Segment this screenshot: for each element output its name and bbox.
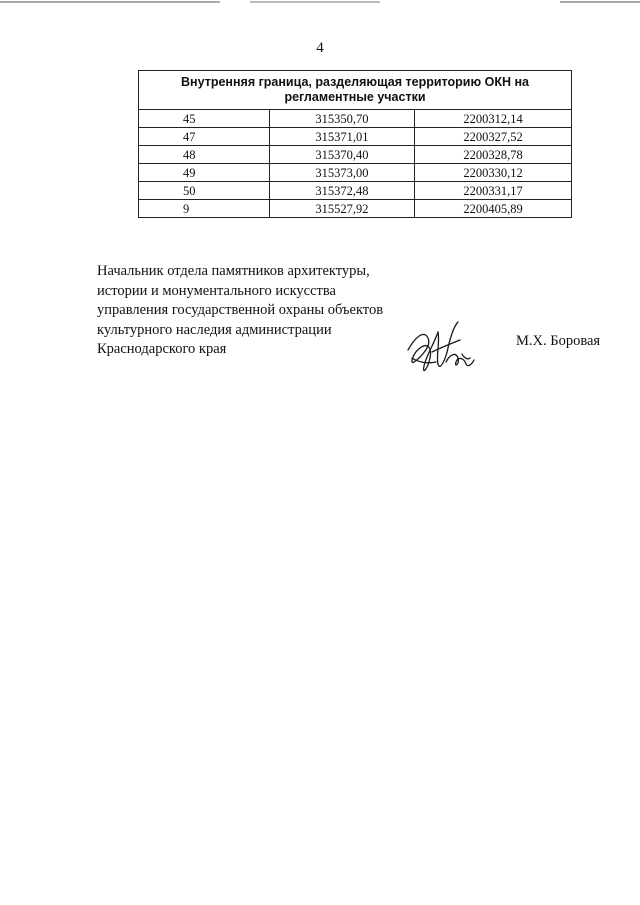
y-coordinate: 2200328,78 bbox=[415, 146, 572, 164]
point-number: 50 bbox=[139, 182, 270, 200]
table-row bbox=[139, 200, 572, 218]
position-line: Начальник отдела памятников архитектуры, bbox=[97, 263, 370, 279]
x-coordinate: 315373,00 bbox=[269, 164, 415, 182]
x-coordinate: 315350,70 bbox=[269, 110, 415, 128]
position-line: культурного наследия администрации bbox=[97, 321, 332, 338]
table-row bbox=[139, 128, 572, 146]
y-coordinate: 2200331,17 bbox=[415, 182, 572, 200]
position-line: управления государственной охраны объектов bbox=[97, 302, 384, 318]
table-header: Внутренняя граница, разделяющая территорию ОКН на регламентные участки bbox=[139, 71, 572, 110]
point-number: 45 bbox=[139, 110, 270, 128]
point-number: 49 bbox=[139, 164, 270, 182]
position-line: Краснодарского края bbox=[97, 341, 227, 357]
point-number: 9 bbox=[139, 200, 270, 218]
table-row bbox=[139, 110, 572, 128]
page-number: 4 bbox=[316, 40, 324, 56]
x-coordinate: 315371,01 bbox=[269, 128, 415, 146]
point-number: 47 bbox=[139, 128, 270, 146]
y-coordinate: 2200327,52 bbox=[415, 128, 572, 146]
y-coordinate: 2200312,14 bbox=[415, 110, 572, 128]
coordinates-table bbox=[138, 70, 572, 218]
table-row bbox=[139, 146, 572, 164]
signer-name: М.Х. Боровая bbox=[516, 333, 601, 349]
table-row bbox=[139, 164, 572, 182]
table-header-row bbox=[139, 71, 572, 110]
point-number: 48 bbox=[139, 146, 270, 164]
x-coordinate: 315370,40 bbox=[269, 146, 415, 164]
y-coordinate: 2200330,12 bbox=[415, 164, 572, 182]
handwritten-signature-icon bbox=[402, 318, 482, 380]
y-coordinate: 2200405,89 bbox=[415, 200, 572, 218]
table-row bbox=[139, 182, 572, 200]
x-coordinate: 315527,92 bbox=[269, 200, 415, 218]
signatory-position bbox=[97, 262, 383, 360]
position-line: истории и монументального искусства bbox=[97, 282, 336, 299]
x-coordinate: 315372,48 bbox=[269, 182, 415, 200]
page-top-edge bbox=[0, 0, 640, 6]
